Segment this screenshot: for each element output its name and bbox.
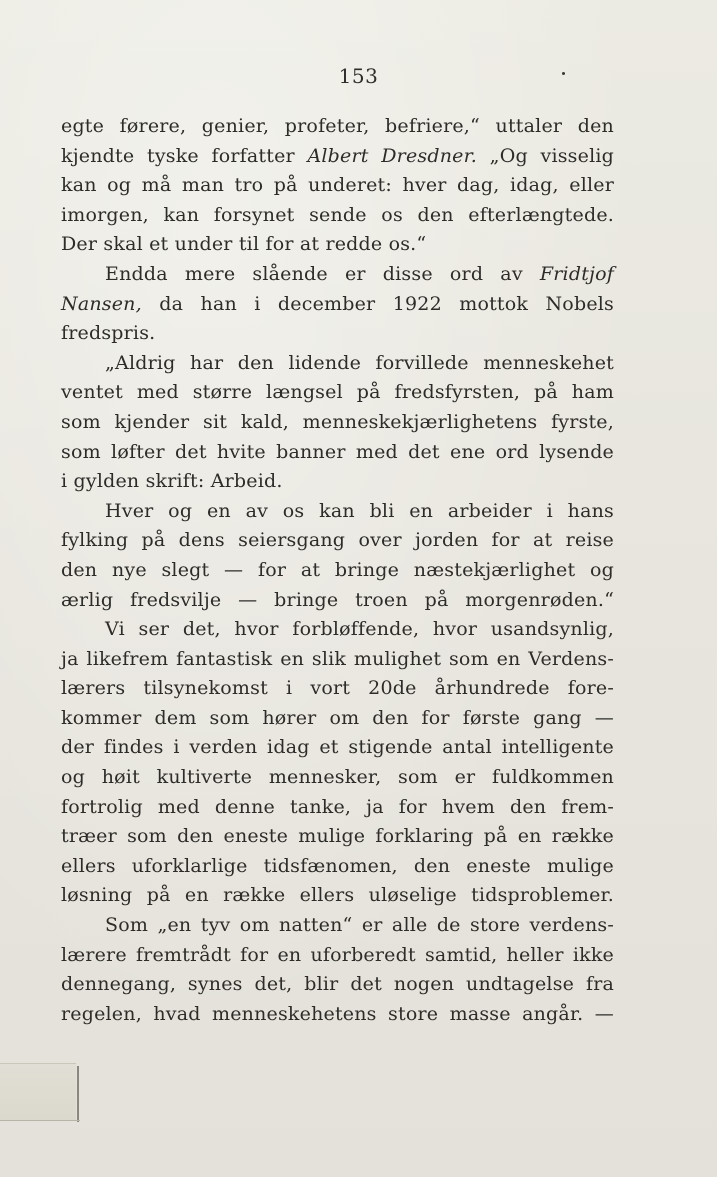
text-line: fylking på dens seiersgang over jorden for at reise <box>61 529 614 552</box>
text-line: og høit kultiverte mennesker, som er fuldkommen <box>61 766 614 789</box>
text-line: den nye slegt — for at bringe næstekjærlighet og <box>61 558 614 581</box>
text-line: Endda mere slående er disse ord av Fridtjof <box>105 262 614 285</box>
text-line: kommer dem som hører om den for første gang — <box>61 706 614 729</box>
page-edge-rule <box>77 1066 79 1122</box>
body-text <box>61 112 614 1029</box>
text-line: egte førere, genier, profeter, befriere,“ uttaler den <box>61 115 614 137</box>
text-line: løsning på en række ellers uløselige tidsproblemer. <box>61 884 614 907</box>
text-line: Hver og en av os kan bli en arbeider i hans <box>105 499 614 522</box>
text-line: der findes i verden idag et stigende antal intelligente <box>61 736 614 759</box>
page-corner-shadow <box>0 1063 76 1120</box>
page-edge-base <box>0 1120 80 1121</box>
text-line: kjendte tyske forfatter Albert Dresdner. „Og visselig <box>61 144 614 167</box>
text-line: fredspris. <box>61 322 156 345</box>
text-line: dennegang, synes det, blir det nogen undtagelse fra <box>61 973 614 996</box>
text-line: Der skal et under til for at redde os.“ <box>61 233 427 256</box>
text-line: regelen, hvad menneskehetens store masse angår. — <box>61 1002 614 1025</box>
ink-speck <box>562 72 565 75</box>
text-line: træer som den eneste mulige forklaring på en række <box>61 825 614 848</box>
text-line: fortrolig med denne tanke, ja for hvem den frem- <box>61 795 614 818</box>
text-line: Vi ser det, hvor forbløffende, hvor usandsynlig, <box>105 618 614 641</box>
text-line: ventet med større længsel på fredsfyrsten, på ham <box>61 381 614 404</box>
text-line: lærers tilsynekomst i vort 20de århundrede fore- <box>61 677 614 700</box>
text-line: imorgen, kan forsynet sende os den efterlængtede. <box>61 203 614 226</box>
text-line: ærlig fredsvilje — bringe troen på morgenrøden.“ <box>61 588 614 611</box>
text-line: „Aldrig har den lidende forvillede menneskehet <box>105 351 614 374</box>
author-name: Fridtjof <box>539 262 614 285</box>
text-line: Nansen, da han i december 1922 mottok Nobels <box>61 292 614 315</box>
text-line: kan og må man tro på underet: hver dag, idag, eller <box>61 174 614 197</box>
text-line: ja likefrem fantastisk en slik mulighet som en Verdens- <box>61 647 614 670</box>
author-name: Albert Dresdner. <box>307 144 478 167</box>
text-line: som kjender sit kald, menneskekjærlighetens fyrste, <box>61 410 614 433</box>
text-line: lærere fremtrådt for en uforberedt samtid, heller ikke <box>61 943 614 966</box>
text-line: som løfter det hvite banner med det ene ord lysende <box>61 440 614 463</box>
author-name: Nansen, <box>61 292 142 315</box>
text-line: i gylden skrift: Arbeid. <box>61 470 283 493</box>
text-line: Som „en tyv om natten“ er alle de store verdens- <box>105 914 614 937</box>
page-number: 153 <box>338 64 379 88</box>
text-line: ellers uforklarlige tidsfænomen, den eneste mulige <box>61 854 614 877</box>
